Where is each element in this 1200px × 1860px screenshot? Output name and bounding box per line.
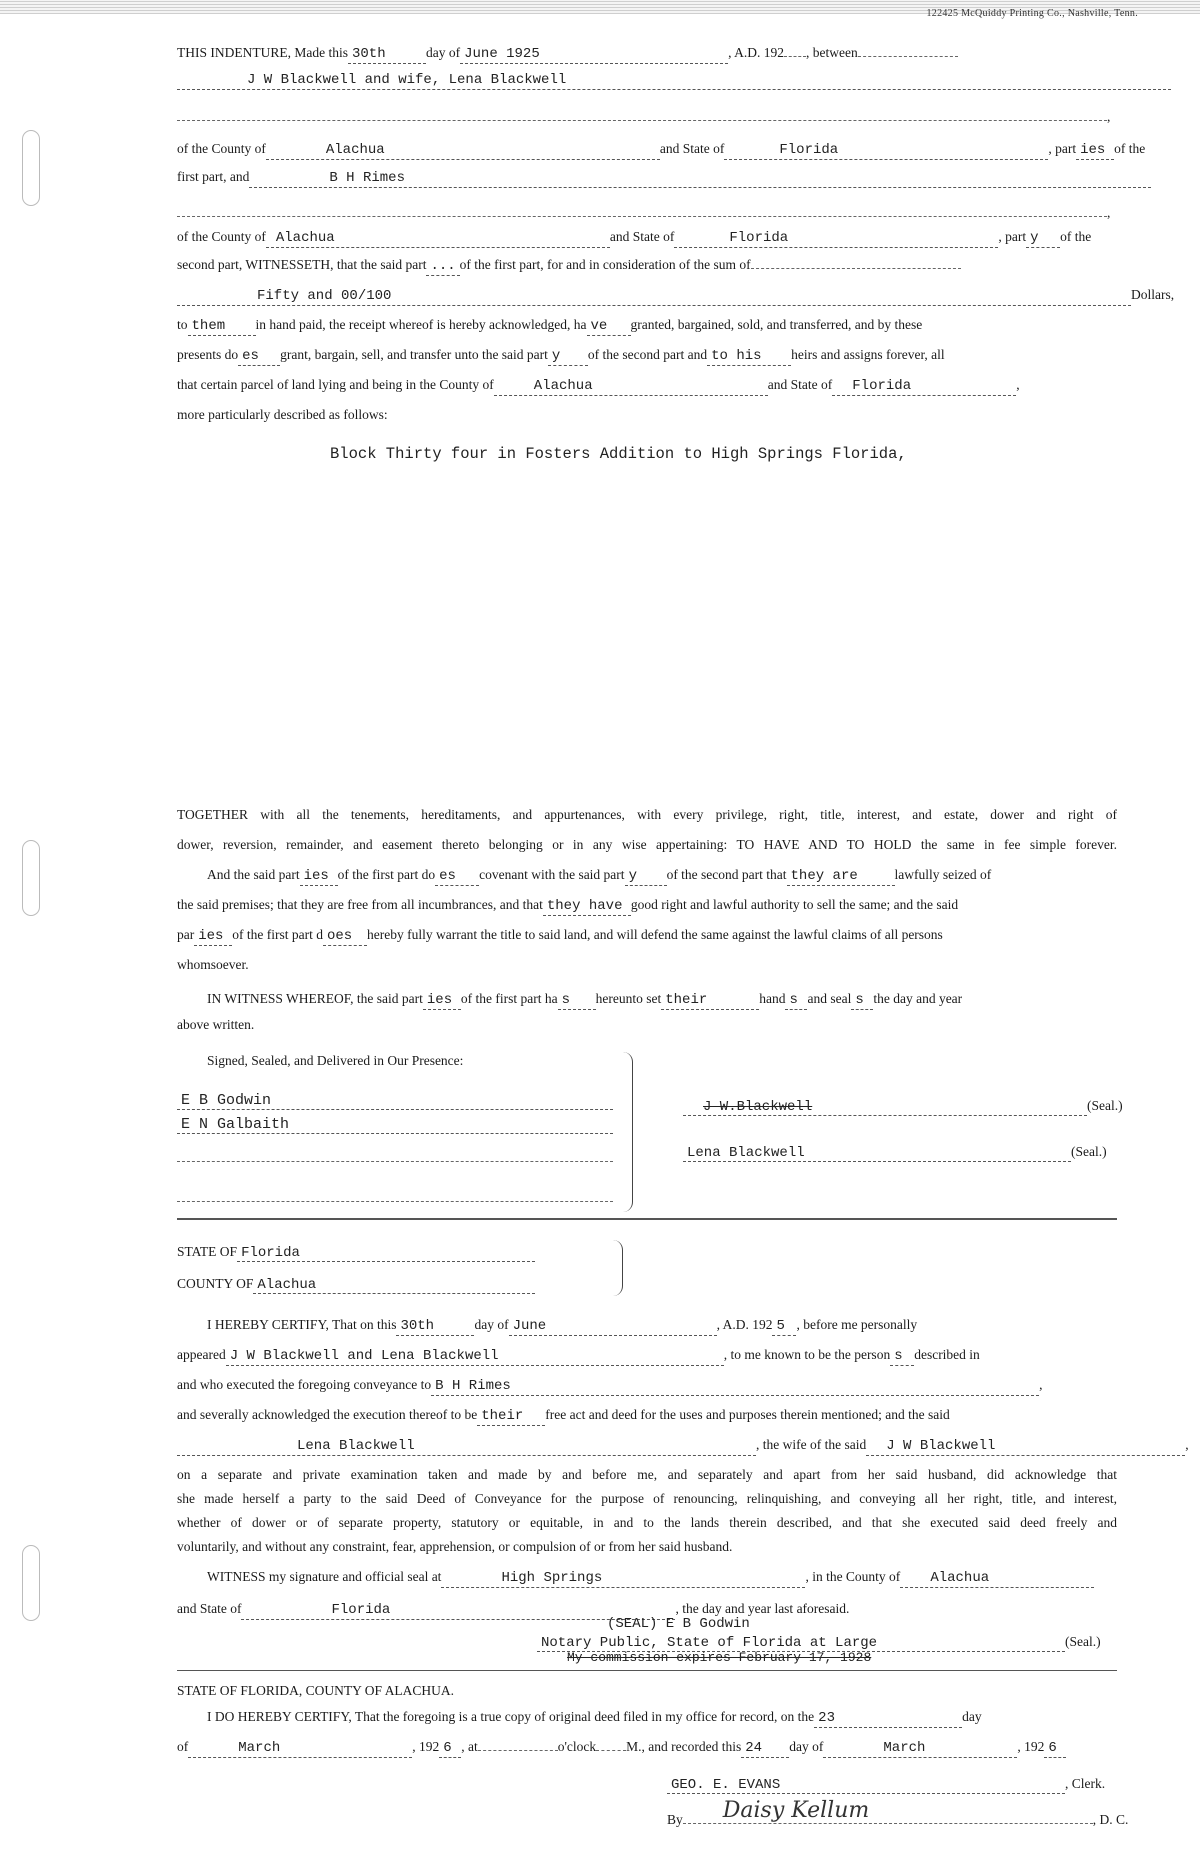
punch-hole-mark [22, 840, 40, 916]
witness-signature-1: E B Godwin [177, 1092, 613, 1110]
section-rule [177, 1670, 1117, 1671]
ack-text: on a separate and private examination taken and made by and before me, and separately and apart from her said husband, did acknowledge that [177, 1467, 1117, 1482]
record-line: of March , 192 6 , at o'clock M., and recorded this 24 day of March , 192 6 [177, 1738, 1117, 1758]
ack-text: she made herself a party to the said Deed of Conveyance for the purpose of renouncing, relinquishing, and conveying all her right, title, and interest, [177, 1491, 1117, 1506]
notary-seal-name: (SEAL) E B Godwin [607, 1616, 750, 1632]
above-written: above written. [177, 1017, 255, 1032]
witness-signature-2: E N Galbaith [177, 1116, 613, 1134]
signature-bracket [612, 1052, 633, 1212]
ack-text: whether of dower or of separate property, statutory or equitable, in and to the lands therein described, and that she executed said deed freely and [177, 1515, 1117, 1530]
presence-label: Signed, Sealed, and Delivered in Our Presence: [207, 1053, 464, 1068]
blank-line: , [177, 108, 1117, 126]
grantor-state: Florida [724, 141, 1048, 160]
grantee-county: Alachua [266, 229, 610, 248]
parcel-state: Florida [832, 377, 1016, 396]
wife-line: Lena Blackwell , the wife of the said J W Blackwell , [177, 1436, 1117, 1456]
grantee-state: Florida [674, 229, 998, 248]
covenant-line: par ies of the first part d oes hereby fully warrant the title to said land, and will defend the same against the lawful claims of all persons [177, 927, 943, 944]
ack-bracket [612, 1240, 623, 1296]
together-text: TOGETHER with all the tenements, hereditaments, and appurtenances, with every privilege, right, title, interest, and estate, dower and right of [177, 807, 1117, 822]
grantee-county-line: of the County of Alachua and State of Florida , part y of the [177, 229, 1092, 246]
witnesseth-line: second part, WITNESSETH, that the said part ... of the first part, for and in consideration of the sum of [177, 256, 1117, 276]
receipt-line: to them in hand paid, the receipt whereof is hereby acknowledged, ha ve granted, bargained, sold, and transferred, and by these [177, 317, 923, 334]
consideration-sum: Fifty and 00/100 [177, 287, 1131, 306]
punch-hole-mark [22, 130, 40, 206]
certify-line: I HEREBY CERTIFY, That on this 30th day of June , A.D. 192 5 , before me personally [207, 1317, 918, 1334]
particularly-line: more particularly described as follows: [177, 407, 388, 422]
grantor-county-line: of the County of Alachua and State of Florida , part ies of the [177, 141, 1146, 158]
notary-state-line: and State of Florida , the day and year last aforesaid. [177, 1601, 850, 1618]
ack-state-line: STATE OF Florida [177, 1244, 535, 1262]
appeared-line: appeared J W Blackwell and Lena Blackwell , to me known to be the person s described in [177, 1347, 980, 1364]
grantor-county: Alachua [266, 141, 660, 160]
indenture-line: THIS INDENTURE, Made this 30th day of June 1925 , A.D. 192 , between [177, 44, 1117, 64]
severally-line: and severally acknowledged the execution thereof to be their free act and deed for the uses and purposes therein mentioned; and the said [177, 1407, 950, 1424]
together-text: dower, reversion, remainder, and easement thereto belonging or in any wise appertaining: TO HAVE AND TO HOLD the same in fee simple forever. [177, 837, 1117, 852]
printer-imprint: 122425 McQuiddy Printing Co., Nashville, Tenn. [926, 8, 1138, 19]
section-rule [177, 1218, 1117, 1220]
grantee-name: B H Rimes [249, 169, 1151, 188]
grantor-signature-1: J W.Blackwell (Seal.) [683, 1098, 1123, 1116]
witness-whereof-line: IN WITNESS WHEREOF, the said part ies of the first part ha s hereunto set their hand s and seal s the day and year [207, 991, 963, 1008]
grantor-names: J W Blackwell and wife, Lena Blackwell [177, 71, 1171, 90]
witness-blank [177, 1150, 613, 1166]
deputy-clerk-signature: Daisy Kellum [722, 1798, 870, 1823]
notary-witness-line: WITNESS my signature and official seal at High Springs , in the County of Alachua [177, 1568, 1117, 1588]
sum-line: Fifty and 00/100 Dollars, [177, 286, 1117, 306]
grantee-line: first part, and B H Rimes [177, 168, 1117, 188]
presents-line: presents do es grant, bargain, sell, and transfer unto the said part y of the second part and to his heirs and assigns forever, all [177, 347, 945, 364]
grantor-line [177, 70, 1117, 90]
notary-title-line: Notary Public, State of Florida at Large (Seal.) [537, 1634, 1101, 1652]
notary-commission: My commission expires February 17, 1928 [567, 1650, 872, 1665]
ack-text: voluntarily, and without any constraint, fear, apprehension, or compulsion of or from her said husband. [177, 1539, 733, 1554]
land-description: Block Thirty four in Fosters Addition to High Springs Florida, [330, 445, 907, 463]
blank-line: , [177, 204, 1117, 222]
conveyance-line: and who executed the foregoing conveyance to B H Rimes , [177, 1377, 1043, 1394]
ack-county-line: COUNTY OF Alachua [177, 1276, 535, 1294]
covenant-line: the said premises; that they are free from all incumbrances, and that they have good right and lawful authority to sell the same; and the said [177, 897, 959, 914]
parcel-county: Alachua [494, 377, 768, 396]
covenant-line: And the said part ies of the first part do es covenant with the said part y of the second part that they are lawfully seized of [207, 867, 992, 884]
covenant-line: whomsoever. [177, 957, 249, 972]
clerk-line: GEO. E. EVANS , Clerk. [667, 1776, 1105, 1794]
witness-blank [177, 1190, 613, 1206]
parcel-line: that certain parcel of land lying and being in the County of Alachua and State of Florida , [177, 377, 1020, 394]
grantor-signature-2: Lena Blackwell (Seal.) [683, 1144, 1107, 1162]
deed-month-year: June 1925 [460, 45, 728, 64]
punch-hole-mark [22, 1545, 40, 1621]
deputy-clerk-line: By Daisy Kellum , D. C. [667, 1798, 1129, 1827]
deed-day: 30th [348, 45, 426, 64]
record-line: I DO HEREBY CERTIFY, That the foregoing is a true copy of original deed filed in my office for record, on the 23 day [207, 1709, 982, 1726]
record-heading: STATE OF FLORIDA, COUNTY OF ALACHUA. [177, 1683, 455, 1698]
